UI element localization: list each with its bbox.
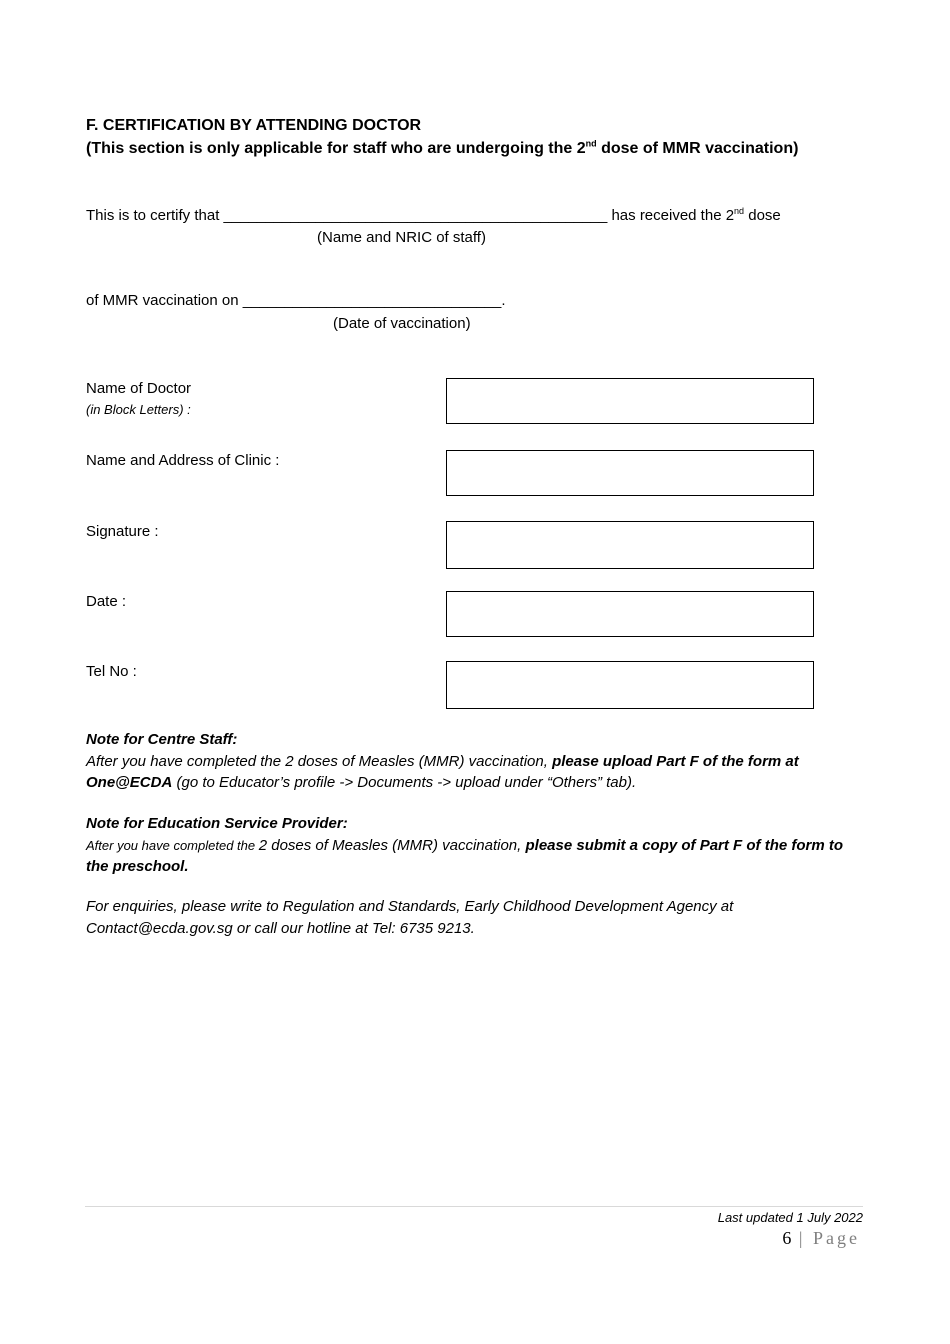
subtitle-sup: nd bbox=[585, 138, 597, 149]
certify-prefix: This is to certify that bbox=[86, 207, 224, 224]
esp-note bbox=[86, 813, 851, 878]
centre-staff-note bbox=[86, 729, 851, 794]
vaccination-date-blank[interactable]: _______________________________ bbox=[242, 292, 502, 309]
certify-end: dose bbox=[744, 207, 781, 224]
footer-divider bbox=[85, 1206, 863, 1207]
section-subtitle bbox=[86, 140, 798, 158]
clinic-label: Name and Address of Clinic : bbox=[86, 452, 280, 469]
esp-bold: please submit a copy of Part F of the form to the preschool. bbox=[86, 836, 844, 875]
page-number: 6 bbox=[782, 1228, 792, 1248]
centre-staff-bold: please upload Part F of the form at One@ECDA bbox=[86, 752, 799, 791]
tel-field[interactable] bbox=[446, 661, 814, 709]
certify-line-1 bbox=[86, 207, 781, 224]
last-updated: Last updated 1 July 2022 bbox=[717, 1210, 863, 1225]
certify-suffix: has received the 2 bbox=[607, 207, 735, 224]
certify-line-2 bbox=[86, 292, 506, 309]
date-field[interactable] bbox=[446, 591, 814, 637]
vaccination-end: . bbox=[501, 292, 506, 309]
centre-staff-heading: Note for Centre Staff: bbox=[86, 731, 238, 748]
signature-label: Signature : bbox=[86, 523, 159, 540]
enquiries-text: For enquiries, please write to Regulation and Standards, Early Childhood Development Agency at Contact@ecda.gov.sg or call our hotline at Tel: 6735 9213. bbox=[86, 898, 734, 937]
esp-text: After you have completed the 2 doses of Measles (MMR) vaccination, please submit a copy of Part F of the form to the preschool. bbox=[86, 836, 844, 875]
page-separator: | bbox=[791, 1228, 813, 1248]
vaccination-prefix: of MMR vaccination on bbox=[86, 292, 243, 309]
centre-staff-text: After you have completed the 2 doses of Measles (MMR) vaccination, please upload Part F of the form at One@ECDA (go to Educator’s profile -> Documents -> upload under “Others” tab). bbox=[86, 752, 799, 791]
staff-name-blank[interactable]: ______________________________________________ bbox=[223, 207, 608, 224]
doctor-name-sublabel: (in Block Letters) : bbox=[86, 402, 191, 417]
doctor-name-field[interactable] bbox=[446, 378, 814, 424]
page-footer bbox=[782, 1228, 860, 1249]
page-word: Page bbox=[813, 1228, 860, 1248]
esp-heading: Note for Education Service Provider: bbox=[86, 815, 348, 832]
staff-name-caption: (Name and NRIC of staff) bbox=[317, 229, 486, 246]
doctor-name-label: Name of Doctor bbox=[86, 380, 192, 397]
clinic-field[interactable] bbox=[446, 450, 814, 496]
vaccination-date-caption: (Date of vaccination) bbox=[333, 315, 471, 332]
tel-label: Tel No : bbox=[86, 663, 137, 680]
section-title: F. CERTIFICATION BY ATTENDING DOCTOR bbox=[86, 117, 422, 134]
subtitle-after: dose of MMR vaccination) bbox=[596, 140, 799, 157]
signature-field[interactable] bbox=[446, 521, 814, 569]
subtitle-before: (This section is only applicable for staff who are undergoing the 2 bbox=[86, 140, 586, 157]
date-label: Date : bbox=[86, 593, 127, 610]
certify-sup: nd bbox=[734, 206, 745, 216]
